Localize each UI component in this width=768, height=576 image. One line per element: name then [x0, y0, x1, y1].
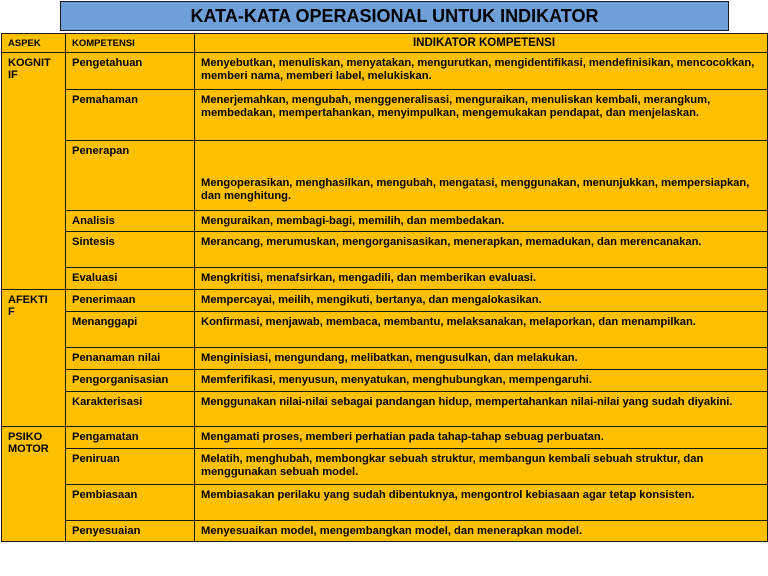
table-row [2, 370, 768, 392]
indikator-cell: Menerjemahkan, mengubah, menggeneralisasi, menguraikan, menuliskan kembali, merangkum, membedakan, mempertahankan, menyimpulkan, mengemukakan pendapat, dan menjelaskan. [195, 90, 768, 141]
indikator-cell: Mengkritisi, menafsirkan, mengadili, dan memberikan evaluasi. [195, 268, 768, 290]
kompetensi-cell: Penyesuaian [66, 521, 195, 542]
indikator-cell: Merancang, merumuskan, mengorganisasikan, menerapkan, memadukan, dan merencanakan. [195, 232, 768, 268]
table-row [2, 485, 768, 521]
page-title: KATA-KATA OPERASIONAL UNTUK INDIKATOR [60, 1, 729, 31]
kompetensi-cell: Pengamatan [66, 427, 195, 449]
table-row [2, 521, 768, 542]
table-row [2, 211, 768, 232]
kompetensi-cell: Pemahaman [66, 90, 195, 141]
indikator-cell: Mengoperasikan, menghasilkan, mengubah, mengatasi, menggunakan, menunjukkan, mempersiapkan, dan menghitung. [195, 141, 768, 211]
kompetensi-cell: Menanggapi [66, 312, 195, 348]
kompetensi-cell: Penanaman nilai [66, 348, 195, 370]
indikator-cell: Melatih, menghubah, membongkar sebuah struktur, membangun kembali sebuah struktur, dan menggunakan sebuah model. [195, 449, 768, 485]
indikator-cell: Menguraikan, membagi-bagi, memilih, dan membedakan. [195, 211, 768, 232]
header-aspek: ASPEK [2, 34, 66, 53]
kompetensi-cell: Peniruan [66, 449, 195, 485]
kompetensi-cell: Penerapan [66, 141, 195, 211]
table-row [2, 53, 768, 90]
table-row [2, 392, 768, 427]
kompetensi-cell: Pengetahuan [66, 53, 195, 90]
table-row [2, 268, 768, 290]
indikator-cell: Menginisiasi, mengundang, melibatkan, mengusulkan, dan melakukan. [195, 348, 768, 370]
table-row [2, 232, 768, 268]
kompetensi-cell: Penerimaan [66, 290, 195, 312]
indikator-cell: Mengamati proses, memberi perhatian pada tahap-tahap sebuag perbuatan. [195, 427, 768, 449]
table-row [2, 449, 768, 485]
table-row [2, 427, 768, 449]
indikator-cell: Membiasakan perilaku yang sudah dibentuknya, mengontrol kebiasaan agar tetap konsisten. [195, 485, 768, 521]
indikator-cell: Memferifikasi, menyusun, menyatukan, menghubungkan, mempengaruhi. [195, 370, 768, 392]
kompetensi-cell: Karakterisasi [66, 392, 195, 427]
indikator-cell: Konfirmasi, menjawab, membaca, membantu, melaksanakan, melaporkan, dan menampilkan. [195, 312, 768, 348]
aspect-kognitif: KOGNITIF [2, 53, 66, 290]
table-row [2, 348, 768, 370]
header-indikator: INDIKATOR KOMPETENSI [195, 34, 768, 53]
table-row [2, 141, 768, 211]
kompetensi-cell: Analisis [66, 211, 195, 232]
indikator-cell: Menyebutkan, menuliskan, menyatakan, mengurutkan, mengidentifikasi, mendefinisikan, mencocokkan, memberi nama, memberi label, melukiskan. [195, 53, 768, 90]
table-row [2, 290, 768, 312]
kompetensi-cell: Pembiasaan [66, 485, 195, 521]
aspect-psikomotor: PSIKO MOTOR [2, 427, 66, 542]
kompetensi-cell: Sintesis [66, 232, 195, 268]
indikator-cell: Mempercayai, meilih, mengikuti, bertanya, dan mengalokasikan. [195, 290, 768, 312]
table-header-row [2, 34, 768, 53]
table-row [2, 90, 768, 141]
kompetensi-cell: Evaluasi [66, 268, 195, 290]
header-kompetensi: KOMPETENSI [66, 34, 195, 53]
aspect-afektif: AFEKTIF [2, 290, 66, 427]
indikator-cell: Menggunakan nilai-nilai sebagai pandangan hidup, mempertahankan nilai-nilai yang sudah diyakini. [195, 392, 768, 427]
kompetensi-cell: Pengorganisasian [66, 370, 195, 392]
indicator-table [1, 33, 768, 542]
table-row [2, 312, 768, 348]
indikator-cell: Menyesuaikan model, mengembangkan model, dan menerapkan model. [195, 521, 768, 542]
